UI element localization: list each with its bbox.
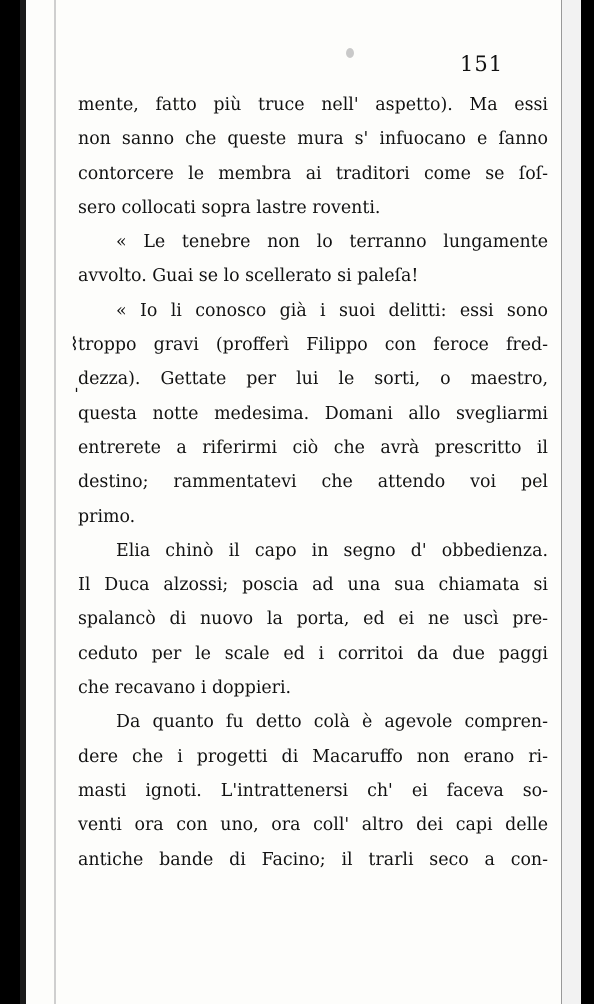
- text-line: Il Duca alzossi; poscia ad una sua chiamata si: [78, 575, 548, 596]
- text-line: entrerete a riferirmi ciò che avrà prescritto il: [78, 437, 548, 458]
- text-line: non sanno che queste mura s' infuocano e ſanno: [78, 129, 548, 150]
- page-edge: [561, 0, 581, 1004]
- text-line: dezza). Gettate per lui le sorti, o maestro,: [78, 369, 548, 390]
- text-line: che recavano i doppieri.: [78, 678, 292, 699]
- text-line: Elia chinò il capo in segno d' obbedienza.: [116, 540, 548, 561]
- text-line: troppo gravi (profferì Filippo con feroce fred-: [78, 335, 548, 356]
- text-line: sero collocati sopra lastre roventi.: [78, 197, 381, 218]
- body-text: [78, 88, 548, 877]
- gutter-shadow: [54, 0, 56, 1004]
- text-line: destino; rammentatevi che attendo voi pel: [78, 472, 548, 493]
- page-number: 151: [460, 52, 504, 76]
- text-line: questa notte medesima. Domani allo svegliarmi: [78, 403, 548, 424]
- text-line: ceduto per le scale ed i corritoi da due paggi: [78, 643, 548, 664]
- text-line: spalancò di nuovo la porta, ed ei ne uscì pre-: [78, 609, 548, 630]
- text-line: mente, fatto più truce nell' aspetto). Ma essi: [78, 95, 548, 115]
- text-line: contorcere le membra ai traditori come se ſoſ-: [78, 163, 548, 184]
- paper-spot: [346, 48, 354, 58]
- book-page: [20, 0, 581, 1004]
- text-line: « Le tenebre non lo terranno lungamente: [116, 232, 548, 253]
- text-line: antiche bande di Facino; il trarli seco a con-: [78, 849, 548, 870]
- text-line: masti ignoti. L'intrattenersi ch' ei faceva so-: [78, 780, 548, 801]
- text-line: avvolto. Guai se lo scellerato si paleſa!: [78, 266, 419, 287]
- text-line: Da quanto fu detto colà è agevole compren-: [116, 712, 548, 733]
- text-line: primo.: [78, 506, 136, 527]
- text-line: dere che i progetti di Macaruffo non erano ri-: [78, 746, 548, 767]
- margin-mark: ⌇: [70, 334, 79, 355]
- text-line: « Io li conosco già i suoi delitti: essi sono: [116, 300, 548, 321]
- margin-mark: ˌ: [74, 374, 79, 395]
- text-line: venti ora con uno, ora coll' altro dei capi delle: [78, 815, 548, 836]
